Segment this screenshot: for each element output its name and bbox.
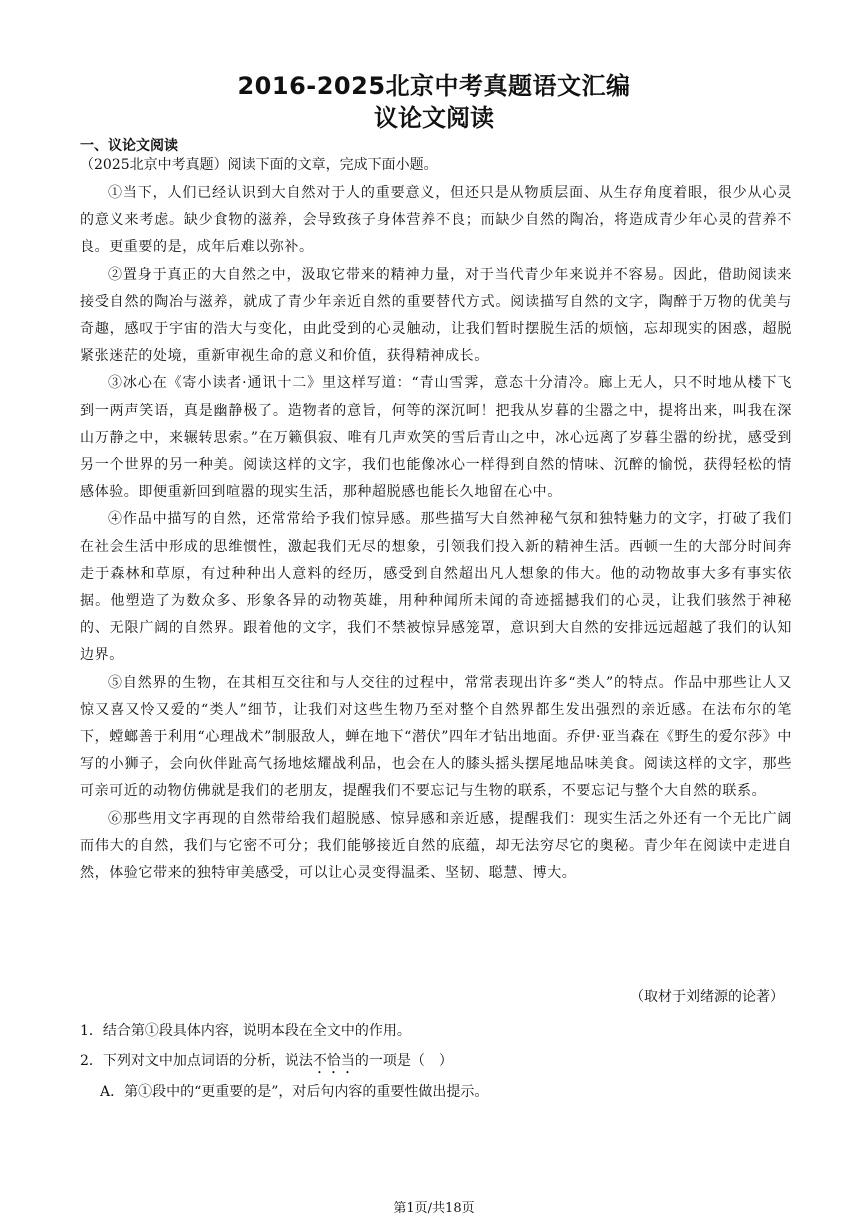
document-title: 2016-2025北京中考真题语文汇编 xyxy=(237,72,631,100)
section-heading: 一、议论文阅读 xyxy=(80,138,178,154)
paragraph-1: ①当下，人们已经认识到大自然对于人的重要意义，但还只是从物质层面、从生存角度着眼，很少从心灵的意义来考虑。缺少食物的滋养，会导致孩子身体营养不良；而缺少自然的陶冶，将造成青少年心灵的营养不良。更重要的是，成年后难以弥补。 xyxy=(80,185,792,256)
article-body xyxy=(80,180,792,887)
question-1: 1．结合第①段具体内容，说明本段在全文中的作用。 xyxy=(80,1023,411,1039)
question-2-emphasis: 不恰当 xyxy=(312,1053,355,1069)
question-2-option-a: A．第①段中的“更重要的是”，对后句内容的重要性做出提示。 xyxy=(100,1084,489,1100)
paragraph-5: ⑤自然界的生物，在其相互交往和与人交往的过程中，常常表现出许多“类人”的特点。作品中那些让人又惊又喜又怜又爱的“类人”细节，让我们对这些生物乃至对整个自然界都生发出强烈的亲近感。在法布尔的笔下，螳螂善于利用“心理战术”制服敌人，蝉在地下“潜伏”四年才钻出地面。乔伊·亚当森在《野生的爱尔莎》中写的小狮子，会向伙伴趾高气扬地炫耀战利品，也会在人的膝头摇头摆尾地品味美食。阅读这样的文字，那些可亲可近的动物仿佛就是我们的老朋友，提醒我们不要忘记与生物的联系，不要忘记与整个大自然的联系。 xyxy=(80,674,792,800)
paragraph-3: ③冰心在《寄小读者·通讯十二》里这样写道：“青山雪霁，意态十分清冷。廊上无人，只不时地从楼下飞到一两声笑语，真是幽静极了。造物者的意旨，何等的深沉呵！把我从岁暮的尘嚣之中，提将出来，叫我在深山万静之中，来辗转思索。”在万籁俱寂、唯有几声欢笑的雪后青山之中，冰心远离了岁暮尘嚣的纷扰，感受到另一个世界的另一种美。阅读这样的文字，我们也能像冰心一样得到自然的情味、沉醉的愉悦，获得轻松的情感体验。即便重新回到喧嚣的现实生活，那种超脱感也能长久地留在心中。 xyxy=(80,375,792,501)
article-citation: （取材于刘绪源的论著） xyxy=(630,989,784,1005)
paragraph-2: ②置身于真正的大自然之中，汲取它带来的精神力量，对于当代青少年来说并不容易。因此，借助阅读来接受自然的陶冶与滋养，就成了青少年亲近自然的重要替代方式。阅读描写自然的文字，陶醉于万物的优美与奇趣，感叹于宇宙的浩大与变化，由此受到的心灵触动，让我们暂时摆脱生活的烦恼，忘却现实的困惑，超脱紧张迷茫的处境，重新审视生命的意义和价值，获得精神成长。 xyxy=(80,266,792,365)
question-2 xyxy=(80,1046,800,1077)
source-instruction: （2025北京中考真题）阅读下面的文章，完成下面小题。 xyxy=(80,157,438,173)
paragraph-6: ⑥那些用文字再现的自然带给我们超脱感、惊异感和亲近感，提醒我们：现实生活之外还有一个无比广阔而伟大的自然，我们与它密不可分；我们能够接近自然的底蕴，却无法穷尽它的奥秘。青少年在阅读中走进自然，体验它带来的独特审美感受，可以让心灵变得温柔、坚韧、聪慧、博大。 xyxy=(80,810,792,882)
questions-section xyxy=(80,1016,800,1107)
document-subtitle: 议论文阅读 xyxy=(374,104,494,132)
question-2-lead: 2．下列对文中加点词语的分析，说法 xyxy=(80,1053,313,1069)
page-footer: 第1页/共18页 xyxy=(393,1201,475,1216)
paragraph-4: ④作品中描写的自然，还常常给予我们惊异感。那些描写大自然神秘气氛和独特魅力的文字，打破了我们在社会生活中形成的思维惯性，激起我们无尽的想象，引领我们投入新的精神生活。西顿一生的大部分时间奔走于森林和草原，有过种种出人意料的经历，感受到自然超出凡人想象的伟大。他的动物故事大多有事实依据。他塑造了为数众多、形象各异的动物英雄，用种种闻所未闻的奇迹摇撼我们的心灵，让我们骇然于神秘的、无限广阔的自然界。跟着他的文字，我们不禁被惊异感笼罩，意识到大自然的安排远远超越了我们的认知边界。 xyxy=(80,511,792,664)
question-2-tail: 的一项是（ ） xyxy=(354,1053,453,1069)
